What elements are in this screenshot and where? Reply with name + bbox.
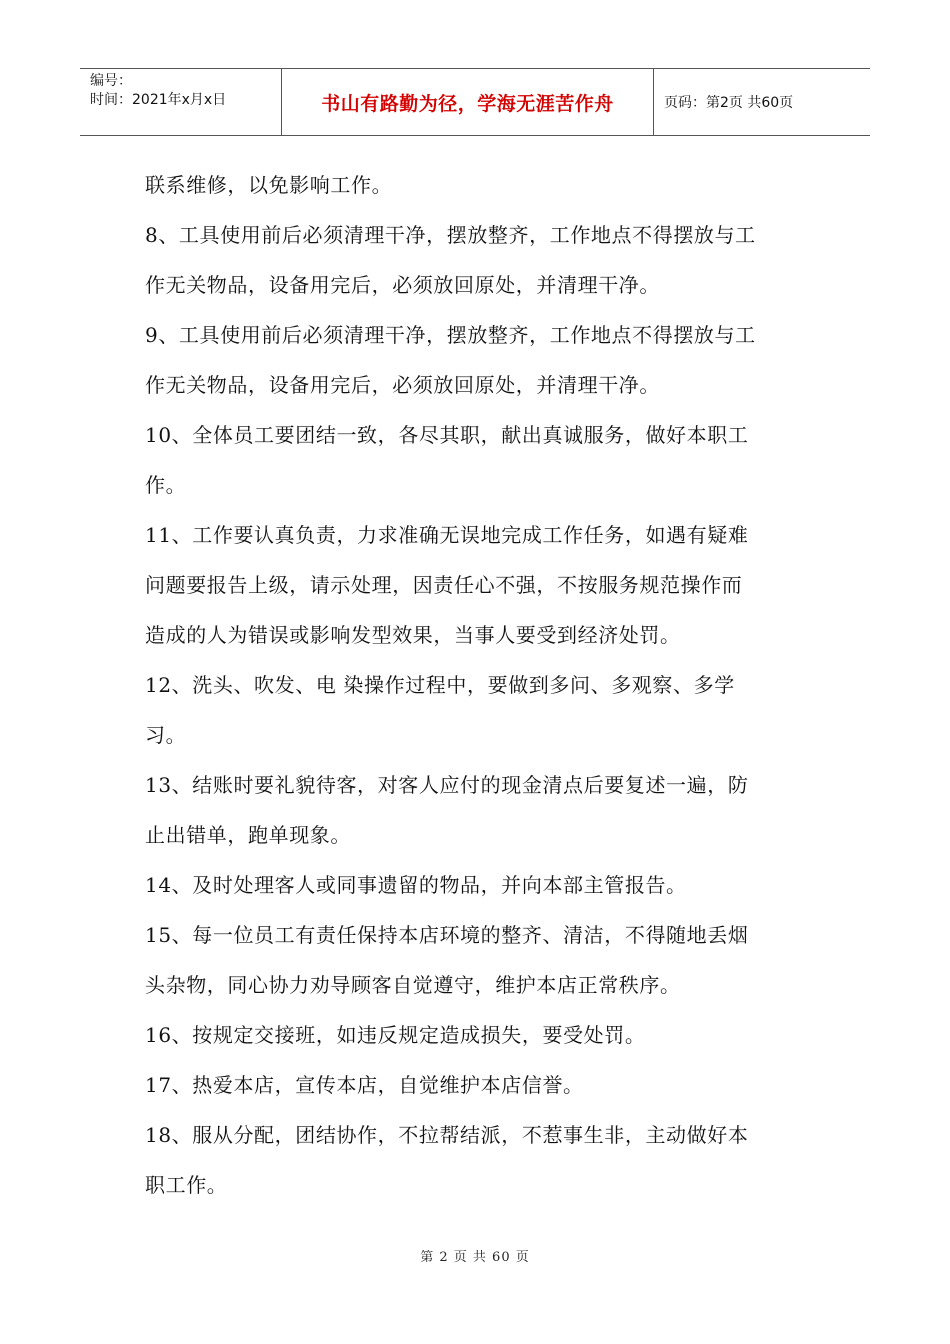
body-line: 止出错单，跑单现象。 bbox=[145, 823, 351, 847]
body-line: 8、工具使用前后必须清理干净，摆放整齐，工作地点不得摆放与工 bbox=[145, 223, 756, 247]
body-line: 11、工作要认真负责，力求准确无误地完成工作任务，如遇有疑难 bbox=[145, 523, 749, 547]
document-body bbox=[145, 160, 815, 1210]
body-line: 作。 bbox=[145, 473, 187, 497]
header-motto: 书山有路勤为径，学海无涯苦作舟 bbox=[282, 69, 654, 135]
body-line: 头杂物，同心协力劝导顾客自觉遵守，维护本店正常秩序。 bbox=[145, 973, 681, 997]
body-line: 17、热爱本店，宣传本店，自觉维护本店信誉。 bbox=[145, 1073, 584, 1097]
document-date: 时间：2021年x月x日 bbox=[90, 92, 227, 108]
body-line: 13、结账时要礼貌待客，对客人应付的现金清点后要复述一遍，防 bbox=[145, 773, 749, 797]
body-line: 职工作。 bbox=[145, 1173, 228, 1197]
body-line: 15、每一位员工有责任保持本店环境的整齐、清洁，不得随地丢烟 bbox=[145, 923, 749, 947]
body-line: 联系维修，以免影响工作。 bbox=[145, 173, 393, 197]
body-line: 12、洗头、吹发、电 染操作过程中，要做到多问、多观察、多学 bbox=[145, 673, 735, 697]
page-footer: 第 2 页 共 60 页 bbox=[420, 1250, 530, 1265]
body-line: 10、全体员工要团结一致，各尽其职，献出真诚服务，做好本职工 bbox=[145, 423, 749, 447]
body-line: 16、按规定交接班，如违反规定造成损失，要受处罚。 bbox=[145, 1023, 646, 1047]
body-line: 作无关物品，设备用完后，必须放回原处，并清理干净。 bbox=[145, 373, 660, 397]
body-line: 问题要报告上级，请示处理，因责任心不强，不按服务规范操作而 bbox=[145, 573, 743, 597]
page-header bbox=[80, 68, 870, 136]
body-line: 造成的人为错误或影响发型效果，当事人要受到经济处罚。 bbox=[145, 623, 681, 647]
body-line: 习。 bbox=[145, 723, 187, 747]
body-line: 14、及时处理客人或同事遗留的物品，并向本部主管报告。 bbox=[145, 873, 687, 897]
body-line: 作无关物品，设备用完后，必须放回原处，并清理干净。 bbox=[145, 273, 660, 297]
body-line: 9、工具使用前后必须清理干净，摆放整齐，工作地点不得摆放与工 bbox=[145, 323, 756, 347]
header-page-info: 页码：第2页 共60页 bbox=[664, 95, 794, 111]
body-line: 18、服从分配，团结协作，不拉帮结派，不惹事生非，主动做好本 bbox=[145, 1123, 749, 1147]
header-meta bbox=[80, 69, 282, 135]
document-number-label: 编号： bbox=[90, 73, 132, 89]
